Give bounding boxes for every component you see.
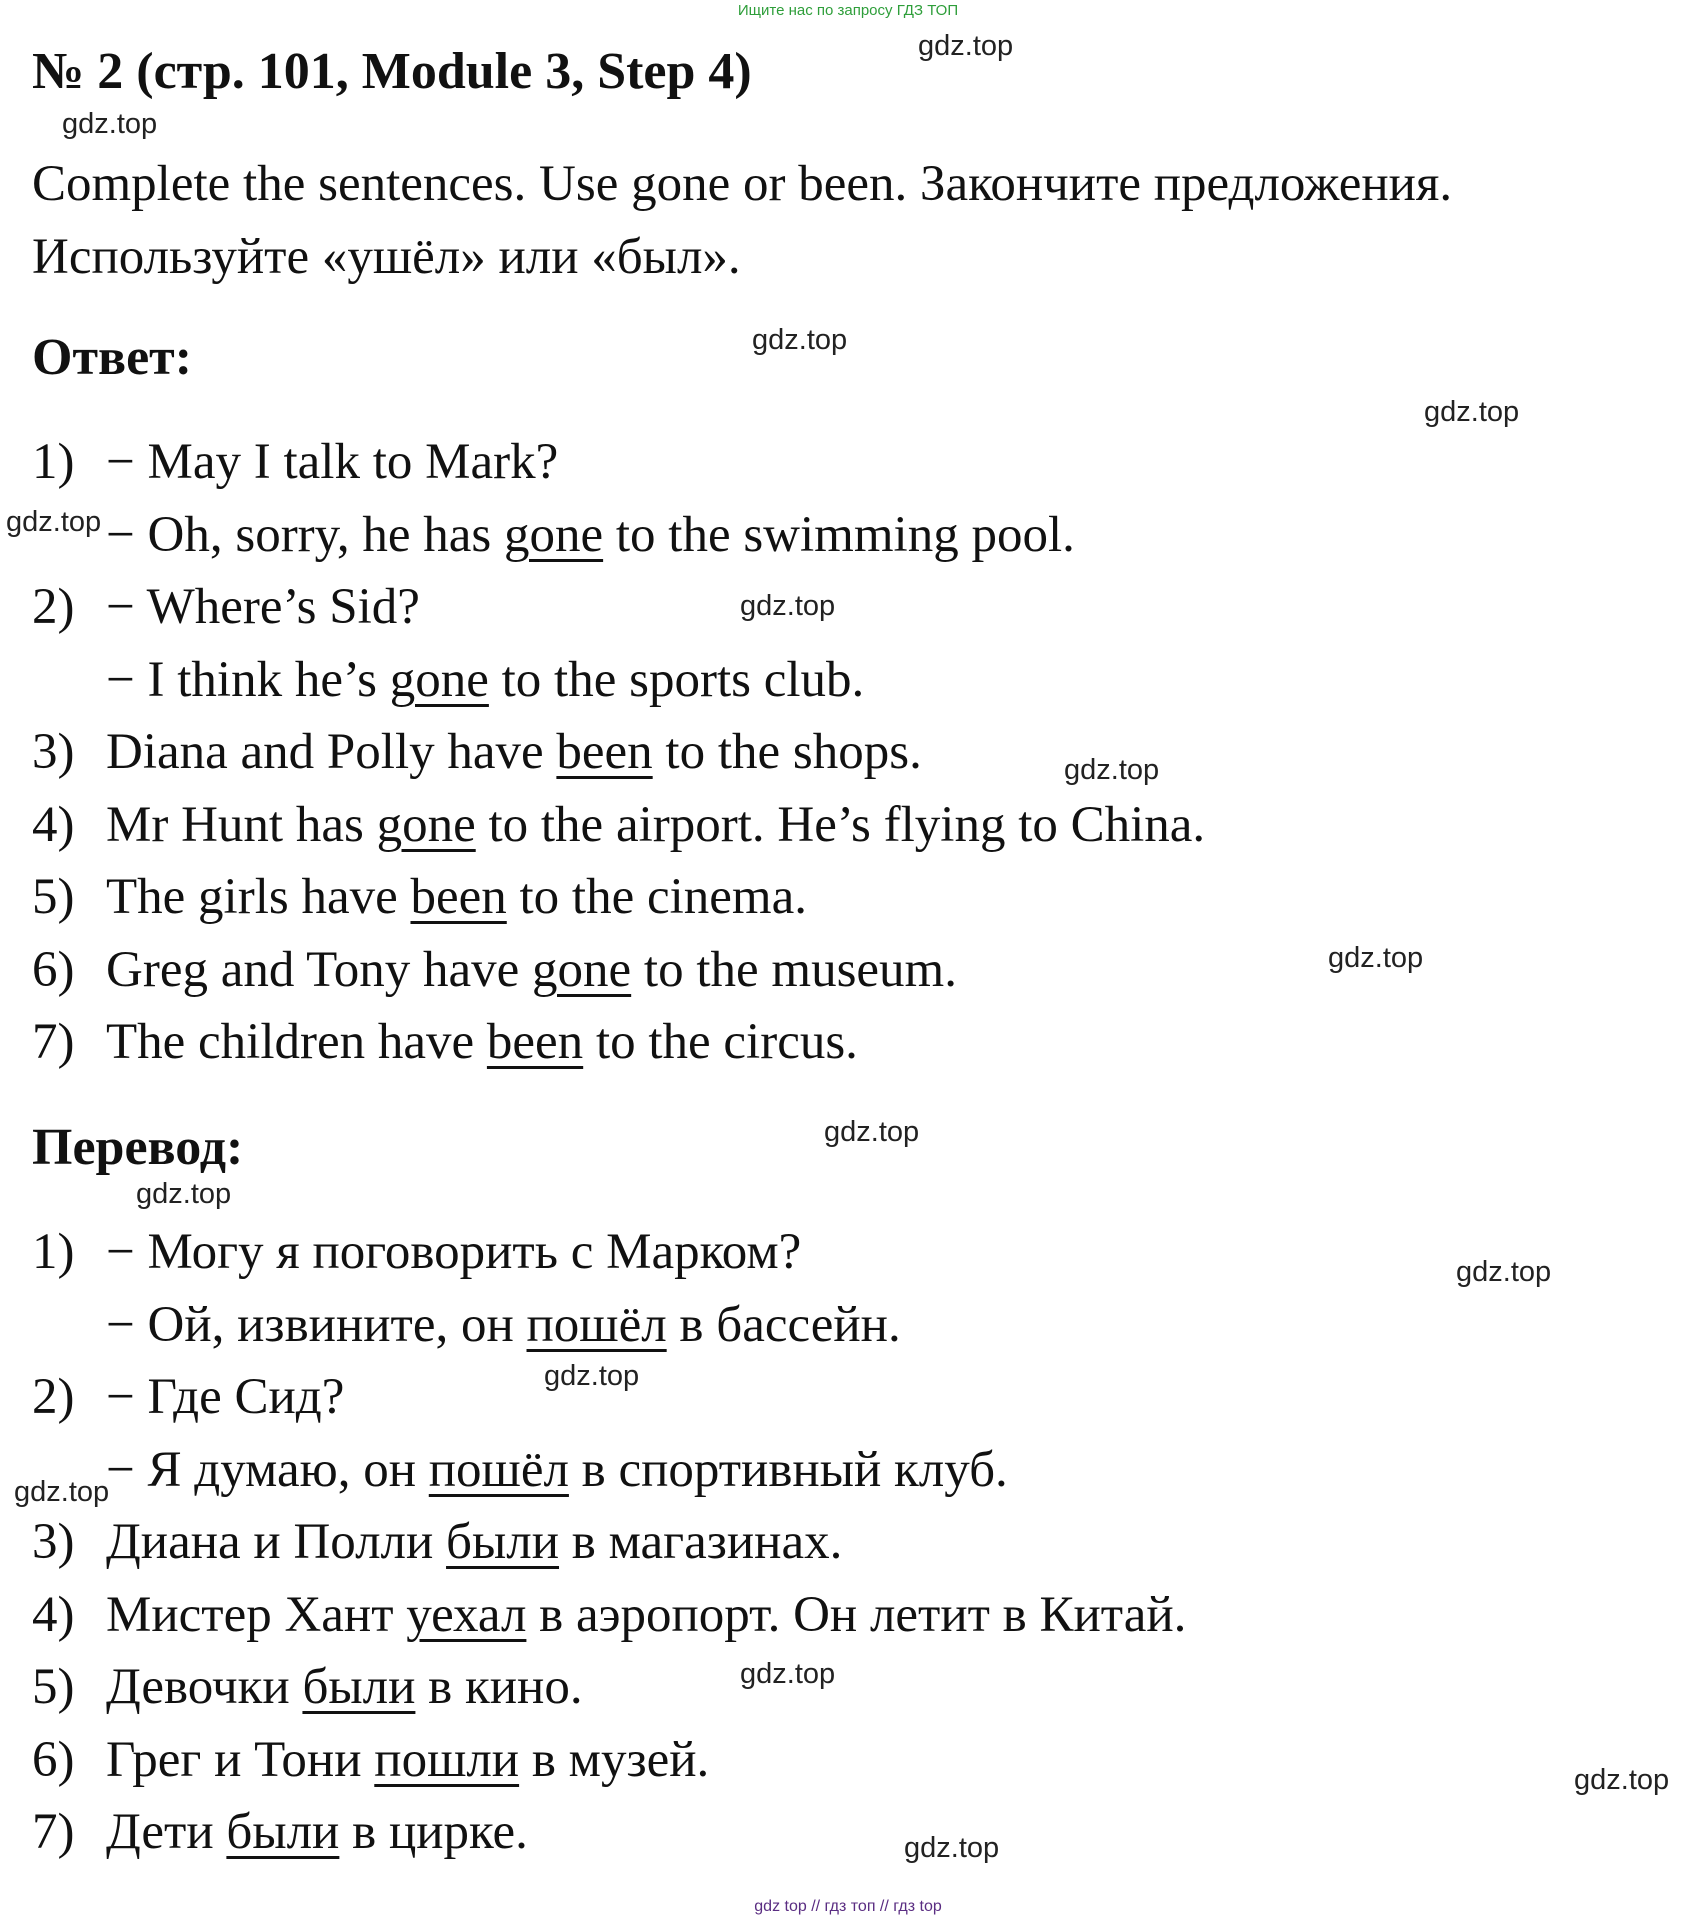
watermark: gdz.top (1574, 1764, 1670, 1796)
answer-line (106, 577, 420, 637)
line-text: в кино. (415, 1659, 583, 1715)
translation-heading: Перевод: (32, 1119, 244, 1176)
line-text: to the cinema. (506, 869, 807, 925)
answer-word: пошёл (428, 1441, 569, 1498)
item-number: 4) (32, 1586, 75, 1643)
line-text: Грег и Тони (106, 1731, 375, 1788)
item-number: 2) (32, 579, 75, 635)
answer-word: gone (503, 506, 604, 563)
answer-line (106, 940, 957, 1000)
line-text: Девочки (106, 1659, 303, 1715)
watermark: gdz.top (1064, 754, 1160, 786)
item-number: 7) (32, 1014, 75, 1070)
watermark: gdz.top (752, 324, 848, 356)
answer-word: были (446, 1514, 560, 1570)
answer-line (106, 505, 1075, 565)
item-number: 2) (32, 1369, 75, 1425)
line-text: − I think he’s (106, 651, 390, 708)
item-number: 7) (32, 1804, 75, 1860)
line-text: to the circus. (583, 1014, 858, 1070)
item-number: 5) (32, 1659, 75, 1715)
line-text: Мистер Хант (106, 1586, 407, 1643)
item-number: 1) (32, 1224, 75, 1280)
line-text: to the sports club. (488, 651, 865, 708)
line-text: to the airport. He’s flying to China. (475, 796, 1206, 853)
watermark: gdz.top (918, 30, 1014, 62)
watermark: gdz.top (904, 1832, 1000, 1864)
translation-line (106, 1802, 528, 1862)
line-text: Диана и Полли (106, 1514, 447, 1570)
item-number: 5) (32, 869, 75, 925)
line-text: Greg and Tony have (106, 941, 533, 998)
watermark: gdz.top (62, 108, 158, 140)
bottom-banner: gdz top // гдз топ // гдз top (754, 1898, 942, 1915)
line-text: в цирке. (339, 1804, 528, 1860)
item-number: 3) (32, 1514, 75, 1570)
translation-line (106, 1440, 1008, 1500)
line-text: в музей. (519, 1731, 710, 1788)
translation-line (106, 1367, 344, 1427)
line-text: The girls have (106, 869, 411, 925)
watermark: gdz.top (136, 1178, 232, 1210)
top-banner: Ищите нас по запросу ГДЗ ТОП (737, 2, 959, 19)
answer-word: gone (389, 651, 489, 708)
item-number: 1) (32, 434, 75, 490)
answer-line (106, 1012, 858, 1072)
answer-word: пошли (374, 1731, 520, 1788)
translation-line (106, 1295, 901, 1355)
line-text: в аэропорт. Он летит в Китай. (526, 1586, 1187, 1643)
line-text: Diana and Polly have (106, 724, 557, 780)
line-text: to the museum. (631, 941, 957, 998)
task-line1-en: Complete the sentences. Use gone or been. (32, 156, 908, 212)
watermark: gdz.top (1424, 396, 1520, 428)
line-text: в бассейн. (666, 1296, 901, 1353)
line-text: − Oh, sorry, he has (106, 506, 504, 563)
answer-line (106, 722, 922, 782)
line-text: в спортивный клуб. (568, 1441, 1008, 1498)
item-number: 3) (32, 724, 75, 780)
answer-word: been (486, 1014, 584, 1070)
answer-word: были (226, 1804, 340, 1860)
line-text: to the shops. (652, 724, 922, 780)
line-text: Дети (106, 1804, 227, 1860)
answer-word: been (410, 869, 507, 925)
answer-line (106, 432, 558, 492)
line-text: − May I talk to Mark? (106, 434, 559, 490)
task-text (32, 148, 1452, 294)
translation-line (106, 1657, 583, 1717)
translation-line (106, 1730, 709, 1790)
item-number: 6) (32, 941, 75, 998)
line-text: to the swimming pool. (603, 506, 1075, 563)
page-title: № 2 (стр. 101, Module 3, Step 4) (32, 43, 752, 100)
watermark: gdz.top (1328, 942, 1424, 974)
line-text: − Where’s Sid? (106, 579, 420, 635)
watermark: gdz.top (740, 1658, 836, 1690)
line-text: − Я думаю, он (106, 1441, 429, 1498)
watermark: gdz.top (544, 1360, 640, 1392)
translation-line (106, 1512, 842, 1572)
task-line1-ru: Закончите предложения. (919, 156, 1453, 212)
watermark: gdz.top (14, 1476, 110, 1508)
watermark: gdz.top (1456, 1256, 1552, 1288)
watermark: gdz.top (740, 590, 836, 622)
line-text: − Ой, извините, он (106, 1296, 527, 1353)
answer-heading: Ответ: (32, 329, 193, 386)
answer-word: gone (376, 796, 476, 853)
answer-word: были (302, 1659, 416, 1715)
item-number: 4) (32, 796, 75, 853)
answer-line (106, 650, 864, 710)
line-text: − Где Сид? (106, 1369, 345, 1425)
watermark: gdz.top (6, 506, 102, 538)
line-text: в магазинах. (559, 1514, 843, 1570)
answer-line (106, 795, 1205, 855)
line-text: The children have (106, 1014, 487, 1070)
answer-word: gone (532, 941, 632, 998)
translation-line (106, 1585, 1186, 1645)
task-line2-ru: Используйте «ушёл» или «был». (32, 229, 741, 285)
item-number: 6) (32, 1731, 75, 1788)
answer-word: пошёл (526, 1296, 667, 1353)
answer-word: been (556, 724, 653, 780)
answer-line (106, 867, 807, 927)
translation-line (106, 1222, 801, 1282)
watermark: gdz.top (824, 1116, 920, 1148)
line-text: − Могу я поговорить с Марком? (106, 1224, 802, 1280)
answer-word: уехал (406, 1586, 527, 1643)
line-text: Mr Hunt has (106, 796, 377, 853)
